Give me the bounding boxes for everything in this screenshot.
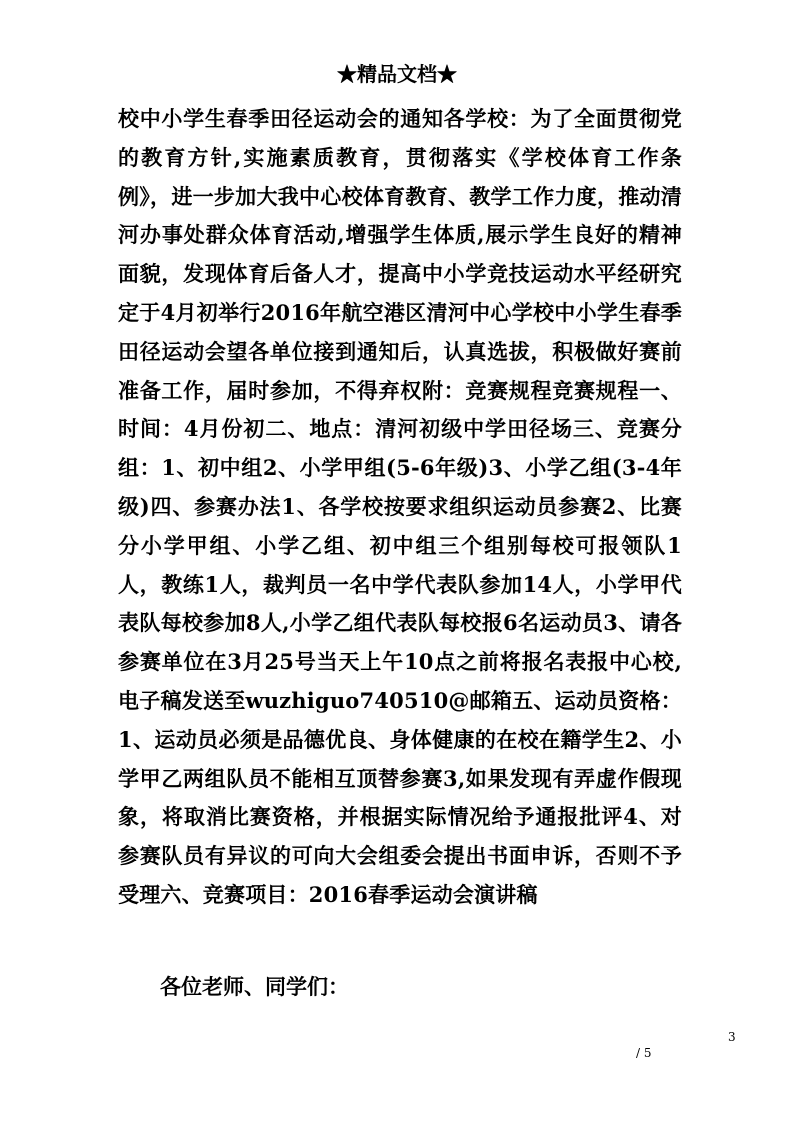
page-number: 3: [728, 1030, 736, 1044]
speech-greeting: 各位老师、同学们：: [160, 974, 349, 999]
document-body-paragraph: 校中小学生春季田径运动会的通知各学校：为了全面贯彻党的教育方针,实施素质教育，贯彻落实《学校体育工作条例》，进一步加大我中心校体育教育、教学工作力度，推动清河办事处群众体育活动,增强学生体质,展示学生良好的精神面貌，发现体育后备人才，提高中小学竞技运动水平经研究定于4月初举行2016年航空港区清河中心学校中小学生春季田径运动会望各单位接到通知后，认真选拔，积极做好赛前准备工作，届时参加，不得弃权附：竞赛规程竞赛规程一、时间：4月份初二、地点：清河初级中学田径场三、竞赛分组：1、初中组2、小学甲组(5-6年级)3、小学乙组(3-4年级)四、参赛办法1、各学校按要求组织运动员参赛2、比赛分小学甲组、小学乙组、初中组三个组别每校可报领队1人，教练1人，裁判员一名中学代表队参加14人，小学甲代表队每校参加8人,小学乙组代表队每校报6名运动员3、请各参赛单位在3月25号当天上午10点之前将报名表报中心校,电子稿发送至wuzhiguo740510@邮箱五、运动员资格：1、运动员必须是品德优良、身体健康的在校在籍学生2、小学甲乙两组队员不能相互顶替参赛3,如果发现有弄虚作假现象，将取消比赛资格，并根据实际情况给予通报批评4、对参赛队员有异议的可向大会组委会提出书面申诉，否则不予受理六、竞赛项目：2016春季运动会演讲稿: [118, 106, 682, 907]
page-total: / 5: [636, 1046, 652, 1060]
document-header-title: ★精品文档★: [337, 62, 457, 86]
